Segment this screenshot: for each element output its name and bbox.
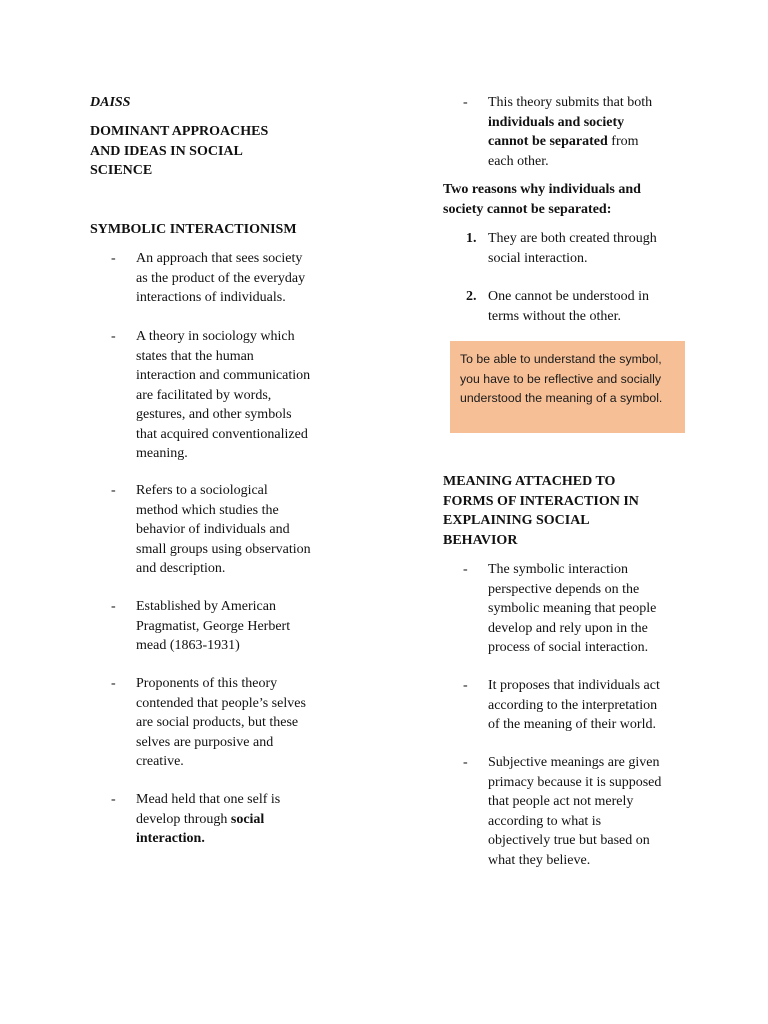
reasons-heading-line: Two reasons why individuals and <box>443 182 641 197</box>
list-item-line: contended that people’s selves <box>136 695 306 711</box>
page-title-line: SCIENCE <box>90 163 153 178</box>
list-item <box>111 674 336 772</box>
list-item-line: The symbolic interaction <box>488 562 628 577</box>
numbered-item-line: They are both created through <box>488 231 657 246</box>
dash-bullet-icon: - <box>111 251 116 266</box>
emphasis-text: interaction. <box>136 831 205 846</box>
dash-bullet-icon: - <box>111 792 116 807</box>
page-title-line: AND IDEAS IN SOCIAL <box>90 143 243 159</box>
callout-line: you have to be reflective and socially <box>460 371 661 386</box>
list-item-line: of the meaning of their world. <box>488 717 656 732</box>
list-item-line: behavior of individuals and <box>136 522 290 537</box>
reasons-heading <box>443 180 641 219</box>
list-item-line: creative. <box>136 754 184 769</box>
dash-bullet-icon: - <box>111 329 116 344</box>
list-item-line: meaning. <box>136 446 188 461</box>
dash-bullet-icon: - <box>111 676 116 691</box>
item-number: 2. <box>466 289 477 304</box>
list-item <box>463 560 688 658</box>
list-item-line: states that the human <box>136 348 254 364</box>
list-item-line: It proposes that individuals act <box>488 678 660 693</box>
list-item-line: A theory in sociology which <box>136 329 295 344</box>
list-item-line: what they believe. <box>488 852 591 868</box>
document-label: DAISS <box>90 95 131 110</box>
dash-bullet-icon: - <box>463 678 468 693</box>
list-item <box>111 327 336 464</box>
section-heading-symbolic-interactionism: SYMBOLIC INTERACTIONISM <box>90 222 297 237</box>
dash-bullet-icon: - <box>111 599 116 614</box>
numbered-item-line: terms without the other. <box>488 308 621 324</box>
list-item-line <box>136 810 336 830</box>
list-item-line: that people act not merely <box>488 794 634 809</box>
list-item-line: each other. <box>488 153 549 169</box>
page-title <box>90 122 268 181</box>
callout-line: understood the meaning of a symbol. <box>460 391 663 405</box>
list-item-line: are social products, but these <box>136 715 299 730</box>
callout-line: To be able to understand the symbol, <box>460 352 662 366</box>
list-item <box>463 93 688 171</box>
callout-box <box>450 341 685 433</box>
dash-bullet-icon: - <box>463 95 468 110</box>
item-number: 1. <box>466 231 477 246</box>
section-heading-meaning-attached <box>443 472 639 550</box>
list-item <box>111 790 336 849</box>
list-item-line: interactions of individuals. <box>136 290 286 305</box>
section-heading-line: FORMS OF INTERACTION IN <box>443 493 639 509</box>
list-item-line: objectively true but based on <box>488 833 650 848</box>
list-item <box>463 676 688 735</box>
list-item-line: according to what is <box>488 813 602 829</box>
list-item-line: primacy because it is supposed <box>488 774 662 790</box>
list-item-line: This theory submits that both <box>488 95 653 110</box>
section-heading-line: MEANING ATTACHED TO <box>443 474 616 489</box>
list-item <box>111 481 336 579</box>
dash-bullet-icon: - <box>463 562 468 577</box>
list-item-text: from <box>607 134 639 149</box>
list-item-line: Mead held that one self is <box>136 792 281 807</box>
dash-bullet-icon: - <box>463 755 468 770</box>
list-item <box>111 597 336 656</box>
list-item-line: An approach that sees society <box>136 251 303 266</box>
list-item-line: perspective depends on the <box>488 581 640 597</box>
list-item-line: process of social interaction. <box>488 640 649 655</box>
list-item-line: mead (1863-1931) <box>136 638 240 653</box>
section-heading-line: EXPLAINING SOCIAL <box>443 513 590 528</box>
emphasis-text: cannot be separated <box>488 134 608 149</box>
list-item-line: according to the interpretation <box>488 697 658 713</box>
list-item-line: method which studies the <box>136 502 279 518</box>
list-item-line: as the product of the everyday <box>136 270 306 286</box>
list-item-line: Refers to a sociological <box>136 483 268 498</box>
list-item-text: develop through <box>136 811 231 827</box>
list-item-line: that acquired conventionalized <box>136 426 308 442</box>
list-item-line: small groups using observation <box>136 541 311 557</box>
dash-bullet-icon: - <box>111 483 116 498</box>
page-title-line: DOMINANT APPROACHES <box>90 124 269 139</box>
list-item-line: Pragmatist, George Herbert <box>136 618 291 634</box>
reasons-heading-line: society cannot be separated: <box>443 201 612 217</box>
numbered-item-line: social interaction. <box>488 250 588 266</box>
list-item-line: develop and rely upon in the <box>488 620 648 636</box>
numbered-item <box>466 229 688 268</box>
list-item-line: and description. <box>136 561 226 576</box>
list-item-line: interaction and communication <box>136 368 311 383</box>
list-item-line: Subjective meanings are given <box>488 755 660 770</box>
list-item <box>111 249 336 308</box>
numbered-item <box>466 287 688 326</box>
list-item-line: Established by American <box>136 599 276 614</box>
section-heading-line: BEHAVIOR <box>443 532 518 548</box>
emphasis-text: social <box>230 811 265 827</box>
list-item-line: selves are purposive and <box>136 734 274 750</box>
list-item <box>463 753 688 870</box>
numbered-item-line: One cannot be understood in <box>488 289 649 304</box>
list-item-line: Proponents of this theory <box>136 676 278 691</box>
list-item-line: gestures, and other symbols <box>136 407 292 422</box>
list-item-line <box>488 132 688 152</box>
emphasis-text: individuals and society <box>488 114 625 130</box>
list-item-line: symbolic meaning that people <box>488 601 657 616</box>
list-item-line: are facilitated by words, <box>136 387 272 403</box>
